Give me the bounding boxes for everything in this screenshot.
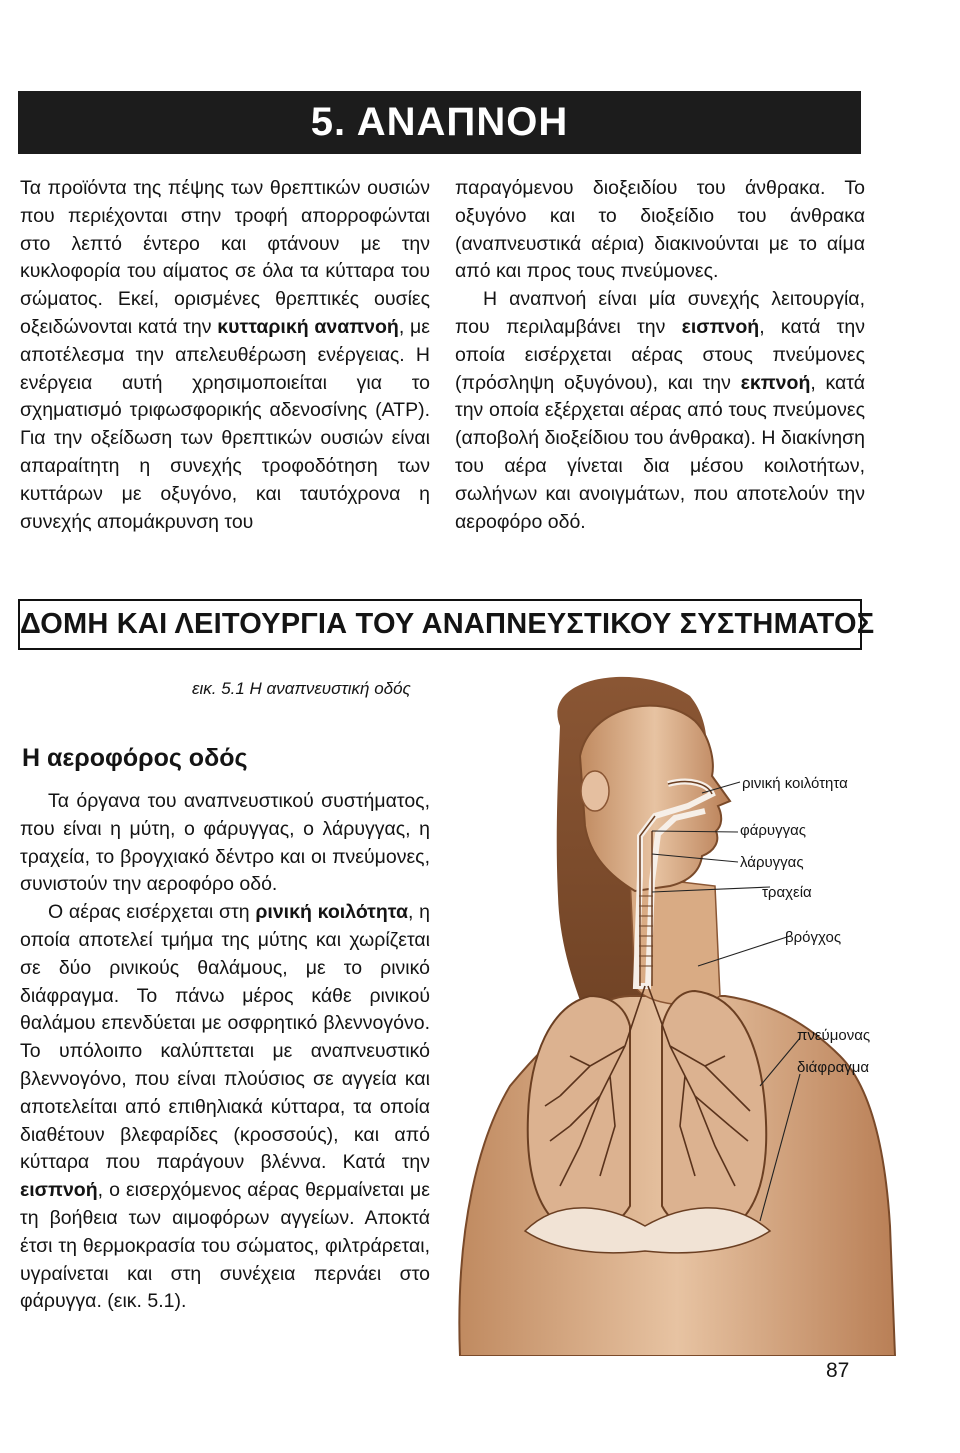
ear-shape [581, 771, 609, 811]
key-term: εισπνοή [681, 315, 760, 338]
label-lung: πνεύμονας [797, 1027, 871, 1044]
key-term: κυτταρική αναπνοή [217, 315, 399, 338]
subheading-airway: Η αεροφόρος οδός [22, 744, 248, 772]
airway-column [20, 788, 430, 1316]
label-trachea: τραχεία [762, 884, 812, 901]
key-term: εκπνοή [740, 371, 811, 394]
intro-left-column [20, 175, 430, 536]
figure-caption: εικ. 5.1 Η αναπνευστική οδός [192, 679, 411, 698]
respiratory-tract-figure [440, 666, 940, 1356]
intro-paragraph-2: παραγόμενου διοξειδίου του άνθρακα. Το οξυγόνο και το διοξείδιο του άνθρακα (αναπνευστικά αέρια) διακινούνται με το αίμα από και προς τους πνεύμονες. [455, 177, 865, 283]
intro-right-column [455, 175, 865, 536]
airway-paragraph-2: Ο αέρας εισέρχεται στη ρινική κοιλότητα, η οποία αποτελεί τμήμα της μύτης και χωρίζεται σε δύο ρινικούς θαλάμους, με το ρινικό διάφραγμα. Το πάνω μέρος κάθε ρινικού θαλάμου επενδύεται με οσφρητικό βλεννογόνο. Το υπόλοιπο καλύπτεται με αναπνευστικό βλεννογόνο, που είναι πλούσιος σε αγγεία και αποτελείται από επιθηλιακά κύτταρα, τα οποία διαθέτουν βλεφαρίδες (κροσσούς), και από κύτταρα που παράγουν βλέννα. Κατά την εισπνοή, ο εισερχόμενος αέρας θερμαίνεται με τη βοήθεια των αιμοφόρων αγγείων. Αποκτά έτσι τη θερμοκρασία του σώματος, φιλτράρεται, υγραίνεται και στη συνέχεια περνάει στο φάρυγγα. (εικ. 5.1). [20, 901, 430, 1313]
section-title: ΔΟΜΗ ΚΑΙ ΛΕΙΤΟΥΡΓΙΑ ΤΟΥ ΑΝΑΠΝΕΥΣΤΙΚΟΥ ΣΥΣΤΗΜΑΤΟΣ [18, 599, 862, 650]
label-bronchus: βρόγχος [785, 929, 842, 946]
label-diaphragm: διάφραγμα [797, 1059, 870, 1076]
label-pharynx: φάρυγγας [740, 822, 807, 839]
chapter-title: 5. ΑΝΑΠΝΟΗ [18, 91, 861, 154]
label-larynx: λάρυγγας [740, 854, 804, 871]
key-term: ρινική κοιλότητα [255, 901, 408, 924]
label-nasal-cavity: ρινική κοιλότητα [742, 775, 848, 792]
respiratory-illustration [440, 666, 940, 1356]
intro-paragraph-1: Τα προϊόντα της πέψης των θρεπτικών ουσιών που περιέχονται στην τροφή απορροφώνται στο λεπτό έντερο και φτάνουν με την κυκλοφορία του αίματος σε όλα τα κύτταρα του σώματος. Εκεί, ορισμένες θρεπτικές ουσίες οξειδώνονται κατά την κυτταρική αναπνοή, με αποτέλεσμα την απελευθέρωση ενέργειας. Η ενέργεια αυτή χρησιμοποιείται για το σχηματισμό τριφωσφορικής αδενοσίνης (ATP). Για την οξείδωση των θρεπτικών ουσιών είναι απαραίτητη η συνεχής τροφοδότηση των κυττάρων με οξυγόνο, και ταυτόχρονα η συνεχής απομάκρυνση του [20, 177, 430, 533]
airway-paragraph-1: Τα όργανα του αναπνευστικού συστήματος, που είναι η μύτη, ο φάρυγγας, ο λάρυγγας, η τραχεία, το βρογχιακό δέντρο και οι πνεύμονες, συνιστούν την αεροφόρο οδό. [20, 790, 430, 896]
intro-paragraph-3: Η αναπνοή είναι μία συνεχής λειτουργία, που περιλαμβάνει την εισπνοή, κατά την οποία εισέρχεται αέρας στους πνεύμονες (πρόσληψη οξυγόνου), και την εκπνοή, κατά την οποία εξέρχεται αέρας από τους πνεύμονες (αποβολή διοξείδιου του άνθρακα). Η διακίνηση του αέρα γίνεται δια μέσου κοιλοτήτων, σωλήνων και ανοιγμάτων, που αποτελούν την αεροφόρο οδό. [455, 288, 865, 533]
left-lung-shape [528, 996, 630, 1231]
key-term: εισπνοή [20, 1179, 98, 1202]
page-number: 87 [826, 1359, 850, 1382]
